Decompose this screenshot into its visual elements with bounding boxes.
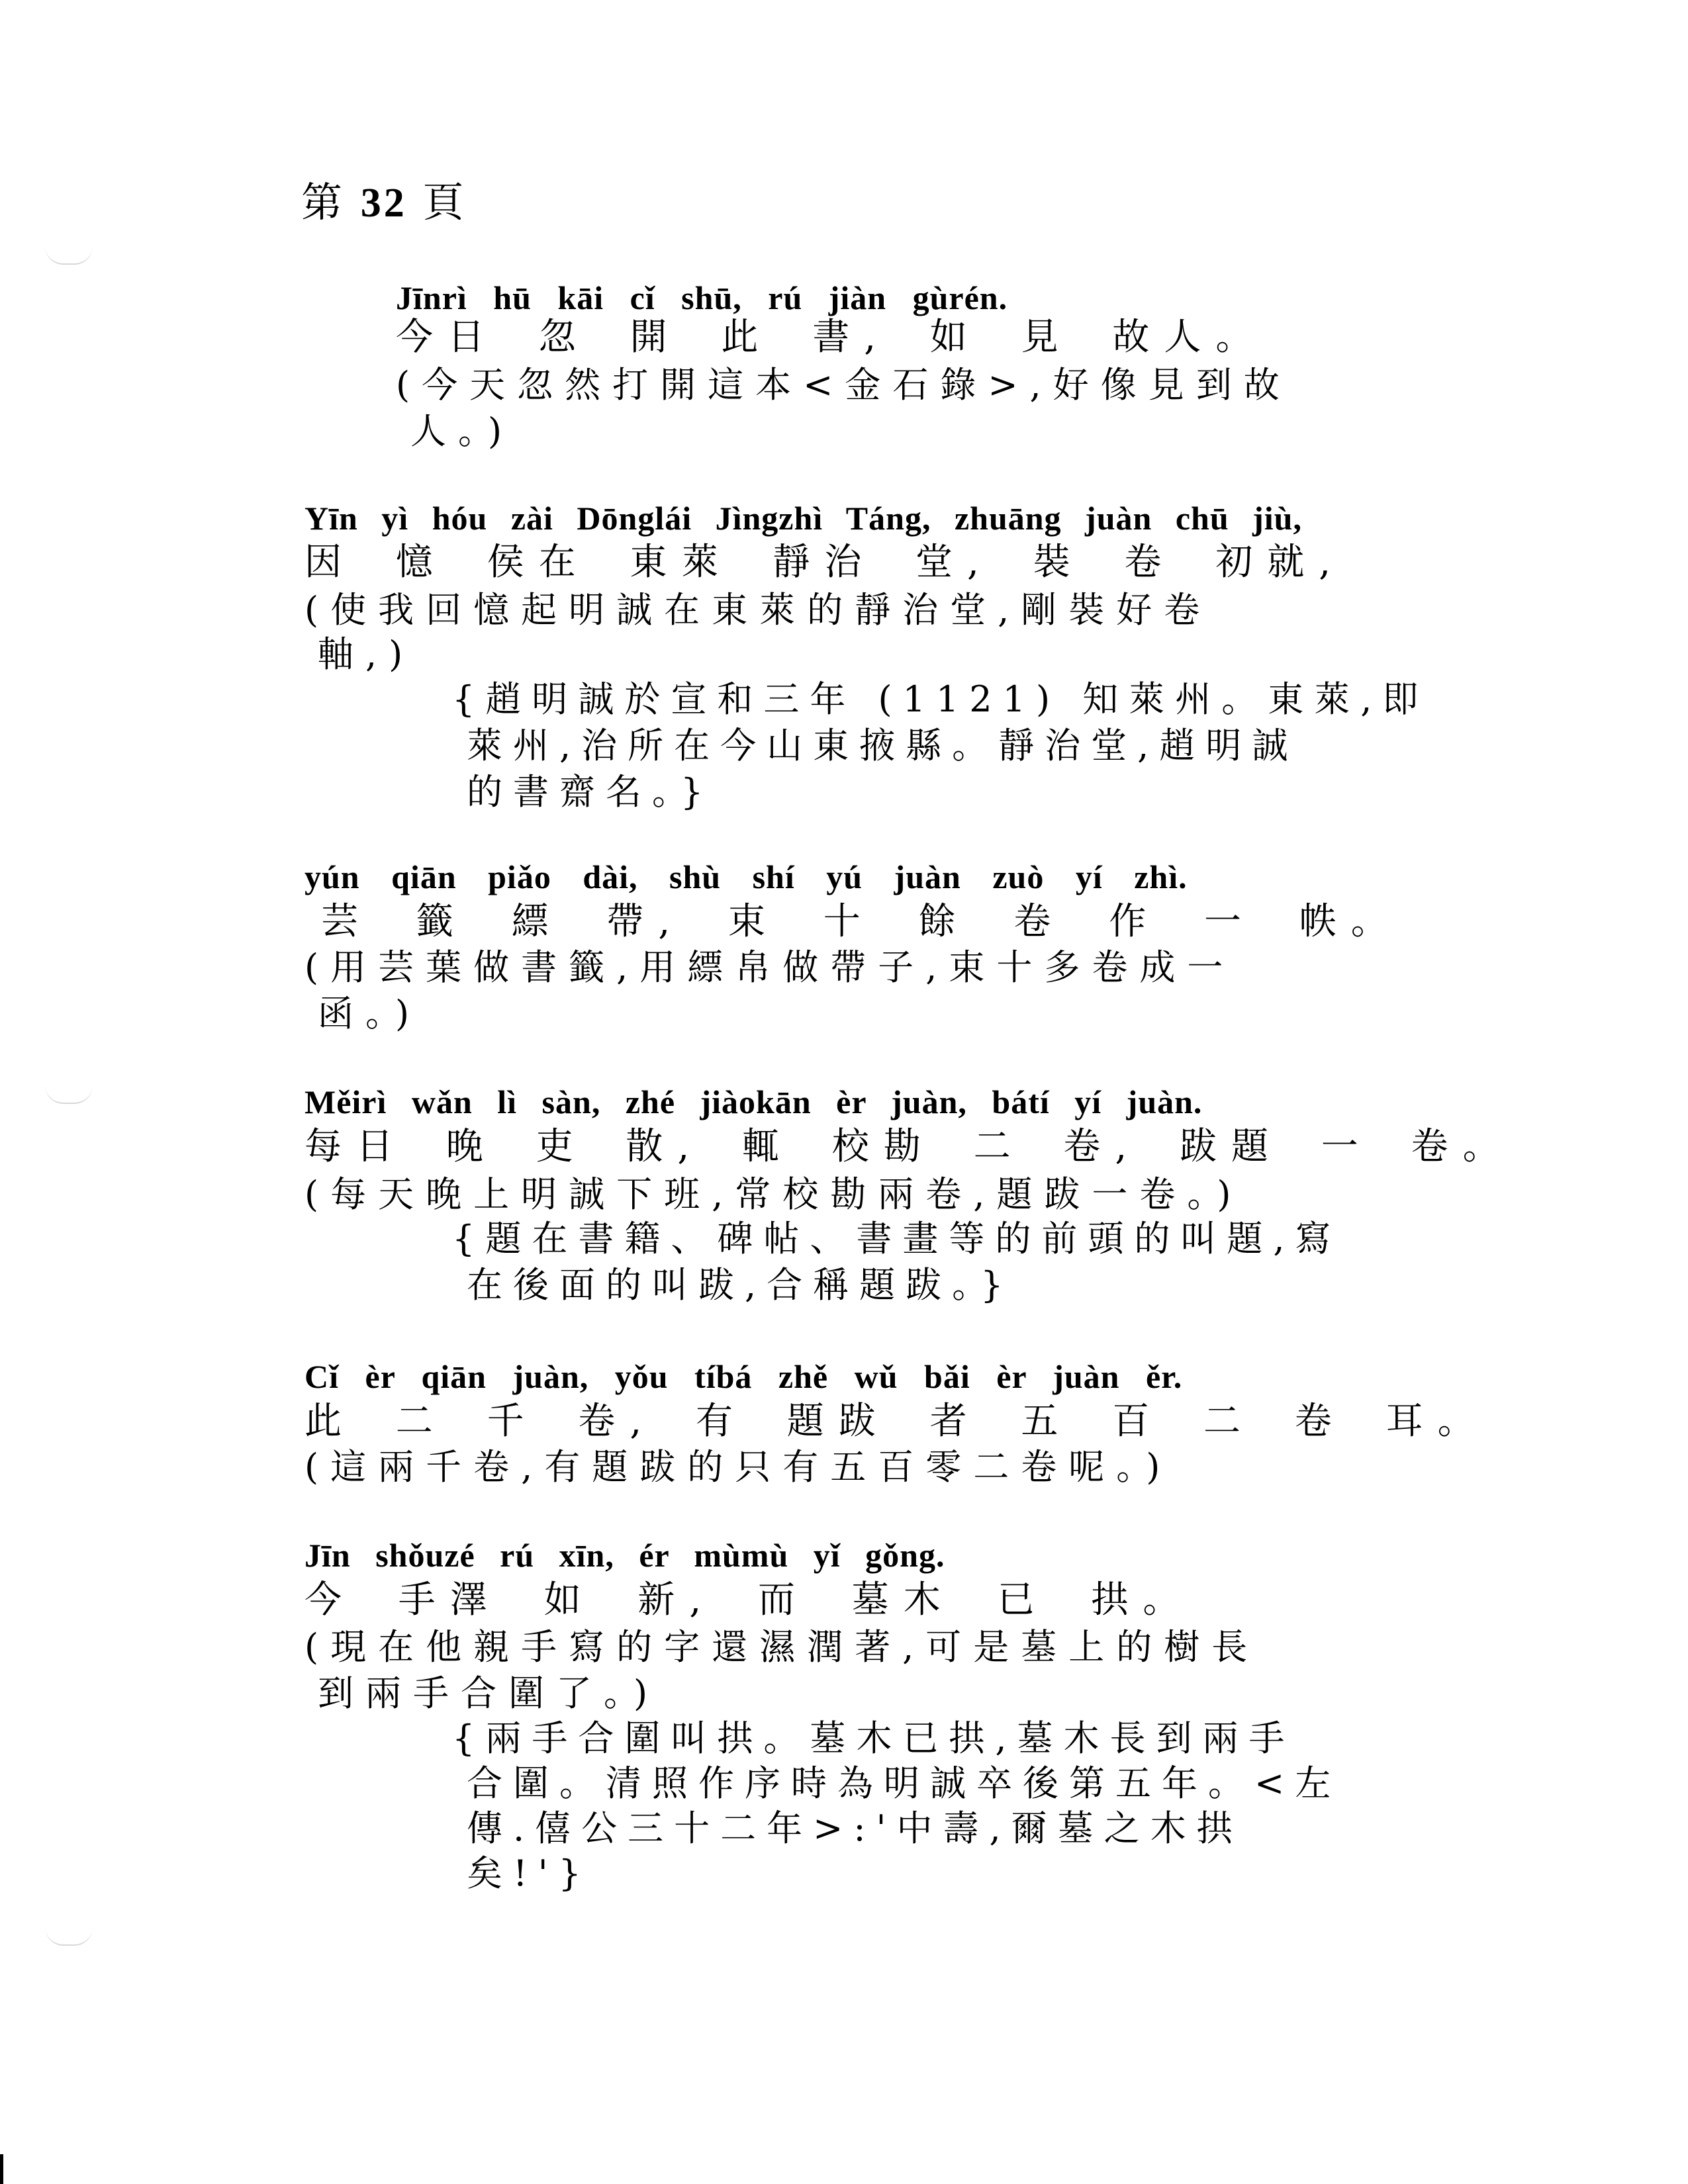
verse-2-translation-line-2: 軸,) [318, 633, 415, 675]
verse-1-hanzi: 今日 忽 開 此 書, 如 見 故人。 [396, 316, 1268, 359]
verse-6-note-line-3: 傳.僖公三十二年>:'中壽,爾墓之木拱 [467, 1807, 1243, 1849]
verse-6-note-line-1: {兩手合圍叫拱。墓木已拱,墓木長到兩手 [452, 1717, 1295, 1759]
verse-6-note-line-4: 矣!'} [467, 1852, 592, 1894]
verse-6-pinyin: Jīn shǒuzé rú xīn, ér mùmù yǐ gǒng. [305, 1537, 945, 1574]
verse-4-note-line-2: 在後面的叫跋,合稱題跋。} [467, 1264, 1014, 1306]
verse-3-hanzi: 芸 籤 縹 帶, 束 十 餘 卷 作 一 帙。 [321, 900, 1403, 943]
verse-2-pinyin: Yīn yì hóu zài Dōnglái Jìngzhì Táng, zhuāng juàn chū jiù, [305, 500, 1302, 537]
verse-2-note-line-1: {趙明誠於宣和三年 (1121) 知萊州。東萊,即 [452, 678, 1429, 720]
verse-6-hanzi: 今 手澤 如 新, 而 墓木 已 拱。 [305, 1578, 1195, 1621]
verse-4-pinyin: Měirì wǎn lì sàn, zhé jiàokān èr juàn, bátí yí juàn. [305, 1083, 1203, 1120]
binder-hole-shadow [45, 246, 93, 265]
verse-4-translation-line-1: (每天晚上明誠下班,常校勘兩卷,題跋一卷。) [305, 1173, 1243, 1215]
page-number: 第 32 頁 [301, 178, 467, 226]
verse-1-pinyin: Jīnrì hū kāi cǐ shū, rú jiàn gùrén. [396, 279, 1008, 316]
verse-2-note-line-2: 萊州,治所在今山東掖縣。靜治堂,趙明誠 [467, 725, 1299, 766]
verse-6-translation-line-1: (現在他親手寫的字還濕潤著,可是墓上的樹長 [305, 1626, 1260, 1668]
binder-hole-shadow [45, 1927, 93, 1946]
verse-3-pinyin: yún qiān piǎo dài, shù shí yú juàn zuò yí zhì. [305, 858, 1188, 895]
verse-2-translation-line-1: (使我回憶起明誠在東萊的靜治堂,剛裝好卷 [305, 589, 1212, 631]
verse-1-translation-line-1: (今天忽然打開這本<金石錄>,好像見到故 [396, 364, 1291, 406]
verse-5-translation-line-1: (這兩千卷,有題跋的只有五百零二卷呢。) [305, 1446, 1172, 1488]
verse-2-note-line-3: 的書齋名。} [467, 771, 714, 813]
scan-edge-mark [0, 2154, 3, 2184]
verse-3-translation-line-2: 函。) [318, 993, 422, 1034]
verse-2-hanzi: 因 憶 侯在 東萊 靜治 堂, 裝 卷 初就, [305, 541, 1346, 584]
verse-4-note-line-1: {題在書籍、碑帖、書畫等的前頭的叫題,寫 [452, 1218, 1342, 1259]
verse-5-pinyin: Cǐ èr qiān juàn, yǒu tíbá zhě wǔ bǎi èr juàn ěr. [305, 1358, 1183, 1395]
verse-4-hanzi: 每日 晚 吏 散, 輒 校勘 二 卷, 跋題 一 卷。 [305, 1125, 1515, 1168]
verse-5-hanzi: 此 二 千 卷, 有 題跋 者 五 百 二 卷 耳。 [305, 1400, 1489, 1443]
verse-1-translation-line-2: 人。) [410, 410, 514, 452]
verse-6-note-line-2: 合圍。清照作序時為明誠卒後第五年。<左 [467, 1762, 1342, 1804]
binder-hole-shadow [45, 1085, 93, 1104]
verse-3-translation-line-1: (用芸葉做書籤,用縹帛做帶子,束十多卷成一 [305, 946, 1235, 988]
verse-6-translation-line-2: 到兩手合圍了。) [318, 1672, 660, 1714]
